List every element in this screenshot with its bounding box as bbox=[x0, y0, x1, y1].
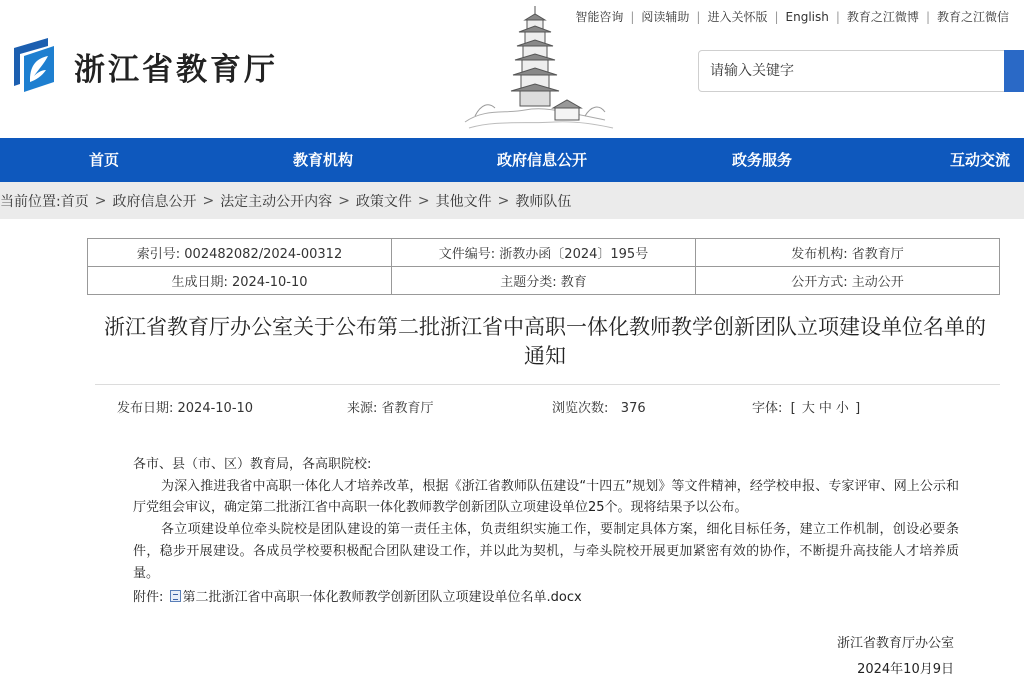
top-link-separator: | bbox=[696, 9, 701, 24]
breadcrumb-separator: > bbox=[497, 192, 510, 209]
search-button[interactable] bbox=[1004, 50, 1024, 92]
info-category: 主题分类: 教育 bbox=[392, 267, 696, 295]
docx-file-icon bbox=[170, 590, 181, 602]
article-source: 来源: 省教育厅 bbox=[347, 401, 434, 416]
info-doc-no: 文件编号: 浙教办函〔2024〕195号 bbox=[392, 239, 696, 267]
signature-date: 2024年10月9日 bbox=[857, 662, 954, 677]
font-small-button[interactable]: 小 bbox=[835, 401, 849, 416]
font-size-label: 字体: bbox=[752, 401, 783, 416]
top-link-care-mode[interactable]: 进入关怀版 bbox=[707, 10, 768, 24]
breadcrumb-separator: > bbox=[338, 192, 350, 209]
top-link-separator: | bbox=[774, 9, 779, 24]
top-link-english[interactable]: English bbox=[785, 9, 829, 24]
breadcrumb-prefix: 当前位置: bbox=[0, 193, 61, 210]
main-nav bbox=[0, 138, 1024, 182]
search-input[interactable] bbox=[699, 51, 1005, 91]
breadcrumb-policy-docs[interactable]: 政策文件 bbox=[355, 193, 412, 210]
views-count: 376 bbox=[620, 401, 646, 416]
font-size-control bbox=[752, 397, 860, 416]
views-label: 浏览次数: bbox=[552, 401, 609, 416]
info-created-date: 生成日期: 2024-10-10 bbox=[88, 267, 392, 295]
breadcrumb-separator: > bbox=[202, 192, 215, 209]
article-title: 浙江省教育厅办公室关于公布第二批浙江省中高职一体化教师教学创新团队立项建设单位名单的通知 bbox=[104, 315, 986, 368]
signature-org: 浙江省教育厅办公室 bbox=[836, 636, 954, 651]
top-link-wechat[interactable]: 教育之江微信 bbox=[936, 10, 1009, 24]
breadcrumb-legal-public[interactable]: 法定主动公开内容 bbox=[220, 193, 333, 210]
font-large-button[interactable]: 大 bbox=[801, 401, 815, 416]
table-row bbox=[88, 239, 1000, 267]
site-header bbox=[0, 0, 1024, 138]
article-publish-date: 发布日期: 2024-10-10 bbox=[117, 401, 254, 416]
nav-item-institutions[interactable]: 教育机构 bbox=[293, 151, 354, 169]
top-link-separator: | bbox=[835, 9, 840, 24]
article-views bbox=[552, 397, 646, 416]
font-bracket-open: [ bbox=[790, 401, 796, 416]
breadcrumb-home[interactable]: 首页 bbox=[60, 193, 89, 210]
article-paragraph: 为深入推进我省中高职一体化人才培养改革，根据《浙江省教师队伍建设“十四五”规划》等文件精神，经学校申报、专家评审、网上公示和厅党组会审议，确定第二批浙江省中高职一体化教师教学创新团队立项建设单位25个。现将结果予以公布。 bbox=[133, 478, 959, 516]
breadcrumb-separator: > bbox=[417, 192, 430, 209]
nav-item-home[interactable]: 首页 bbox=[89, 151, 120, 169]
info-open-mode: 公开方式: 主动公开 bbox=[696, 267, 1000, 295]
breadcrumb-separator: > bbox=[94, 192, 107, 209]
top-link-separator: | bbox=[925, 9, 930, 24]
article-body bbox=[133, 454, 959, 609]
site-logo-icon[interactable] bbox=[8, 34, 60, 94]
breadcrumb bbox=[0, 182, 1024, 219]
breadcrumb-gov-info[interactable]: 政府信息公开 bbox=[112, 193, 197, 210]
title-divider bbox=[95, 384, 1000, 385]
nav-item-gov-info[interactable]: 政府信息公开 bbox=[497, 151, 588, 169]
site-name[interactable]: 浙江省教育厅 bbox=[74, 52, 278, 88]
search-box bbox=[698, 50, 1024, 92]
breadcrumb-teachers[interactable]: 教师队伍 bbox=[515, 193, 572, 210]
attachment-label: 附件: bbox=[133, 590, 164, 606]
top-links-bar bbox=[568, 8, 1016, 25]
breadcrumb-other-docs[interactable]: 其他文件 bbox=[435, 193, 492, 210]
article-salutation: 各市、县（市、区）教育局，各高职院校: bbox=[133, 457, 372, 472]
nav-item-services[interactable]: 政务服务 bbox=[732, 151, 793, 169]
attachment-line bbox=[133, 587, 959, 609]
top-link-smart-consult[interactable]: 智能咨询 bbox=[575, 10, 624, 24]
font-bracket-close: ] bbox=[855, 401, 861, 416]
table-row bbox=[88, 267, 1000, 295]
attachment-link[interactable]: 第二批浙江省中高职一体化教师教学创新团队立项建设单位名单.docx bbox=[182, 590, 582, 606]
info-publisher: 发布机构: 省教育厅 bbox=[696, 239, 1000, 267]
article-paragraph: 各立项建设单位牵头院校是团队建设的第一责任主体，负责组织实施工作，要制定具体方案，细化目标任务，建立工作机制，创设必要条件，稳步开展建设。各成员学校要积极配合团队建设工作，并以此为契机，与牵头院校开展更加紧密有效的协作，不断提升高技能人才培养质量。 bbox=[133, 522, 959, 581]
top-link-reading-aid[interactable]: 阅读辅助 bbox=[641, 10, 690, 24]
font-medium-button[interactable]: 中 bbox=[818, 401, 832, 416]
top-link-weibo[interactable]: 教育之江微博 bbox=[846, 10, 919, 24]
info-index-no: 索引号: 002482082/2024-00312 bbox=[88, 239, 392, 267]
top-link-separator: | bbox=[630, 9, 635, 24]
doc-info-table bbox=[87, 238, 1000, 295]
nav-item-interaction[interactable]: 互动交流 bbox=[950, 151, 1011, 169]
